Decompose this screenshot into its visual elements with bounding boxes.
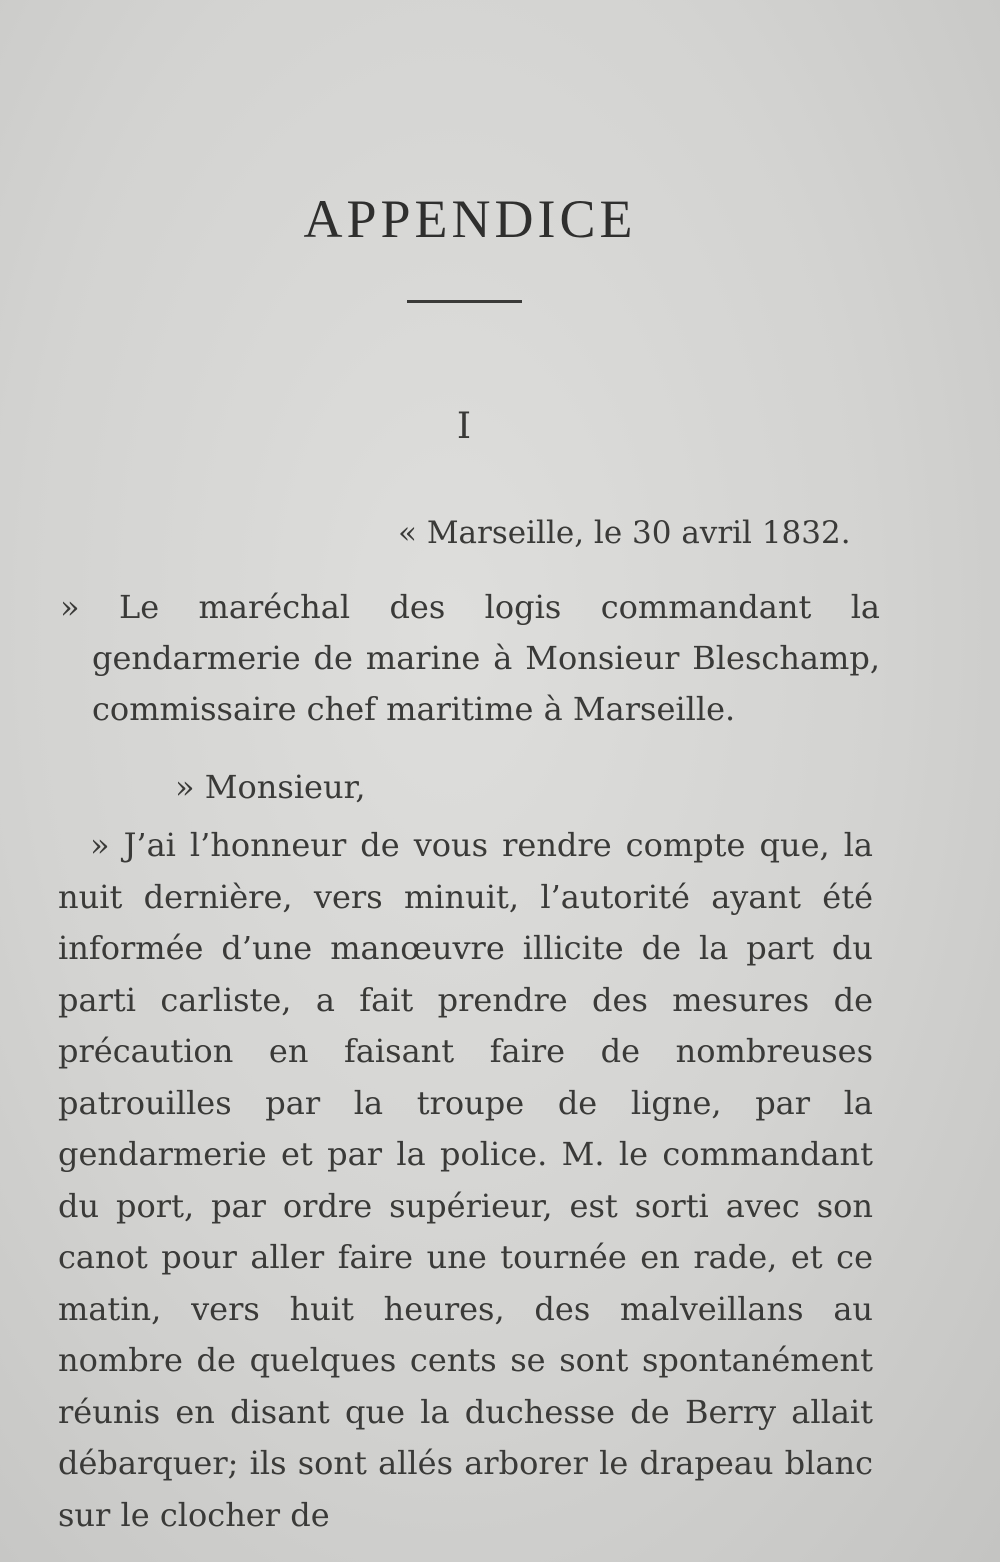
section-number: I [456,406,472,447]
letter-dateline: « Marseille, le 30 avril 1832. [398,515,851,551]
letter-addressee: » Le maréchal des logis commandant la gendarmerie de marine à Monsieur Bleschamp, commissaire chef maritime à Marseille. [60,588,880,728]
title-divider [407,300,522,303]
letter-body: » J’ai l’honneur de vous rendre compte que, la nuit dernière, vers minuit, l’autorité ayant été informée d’une manœuvre illicite de la part du parti carliste, a fait prendre des mesures de précaution en faisant faire de nombreuses patrouilles par la troupe de ligne, par la gendarmerie et par la police. M. le commandant du port, par ordre supérieur, est sorti avec son canot pour aller faire une tournée en rade, et ce matin, vers huit heures, des malveillans au nombre de quelques cents se sont spontanément réunis en disant que la duchesse de Berry allait débarquer; ils sont allés arborer le drapeau blanc sur le clocher de [58,826,873,1534]
page-title: APPENDICE [303,189,637,249]
letter-salutation: » Monsieur, [175,768,366,806]
